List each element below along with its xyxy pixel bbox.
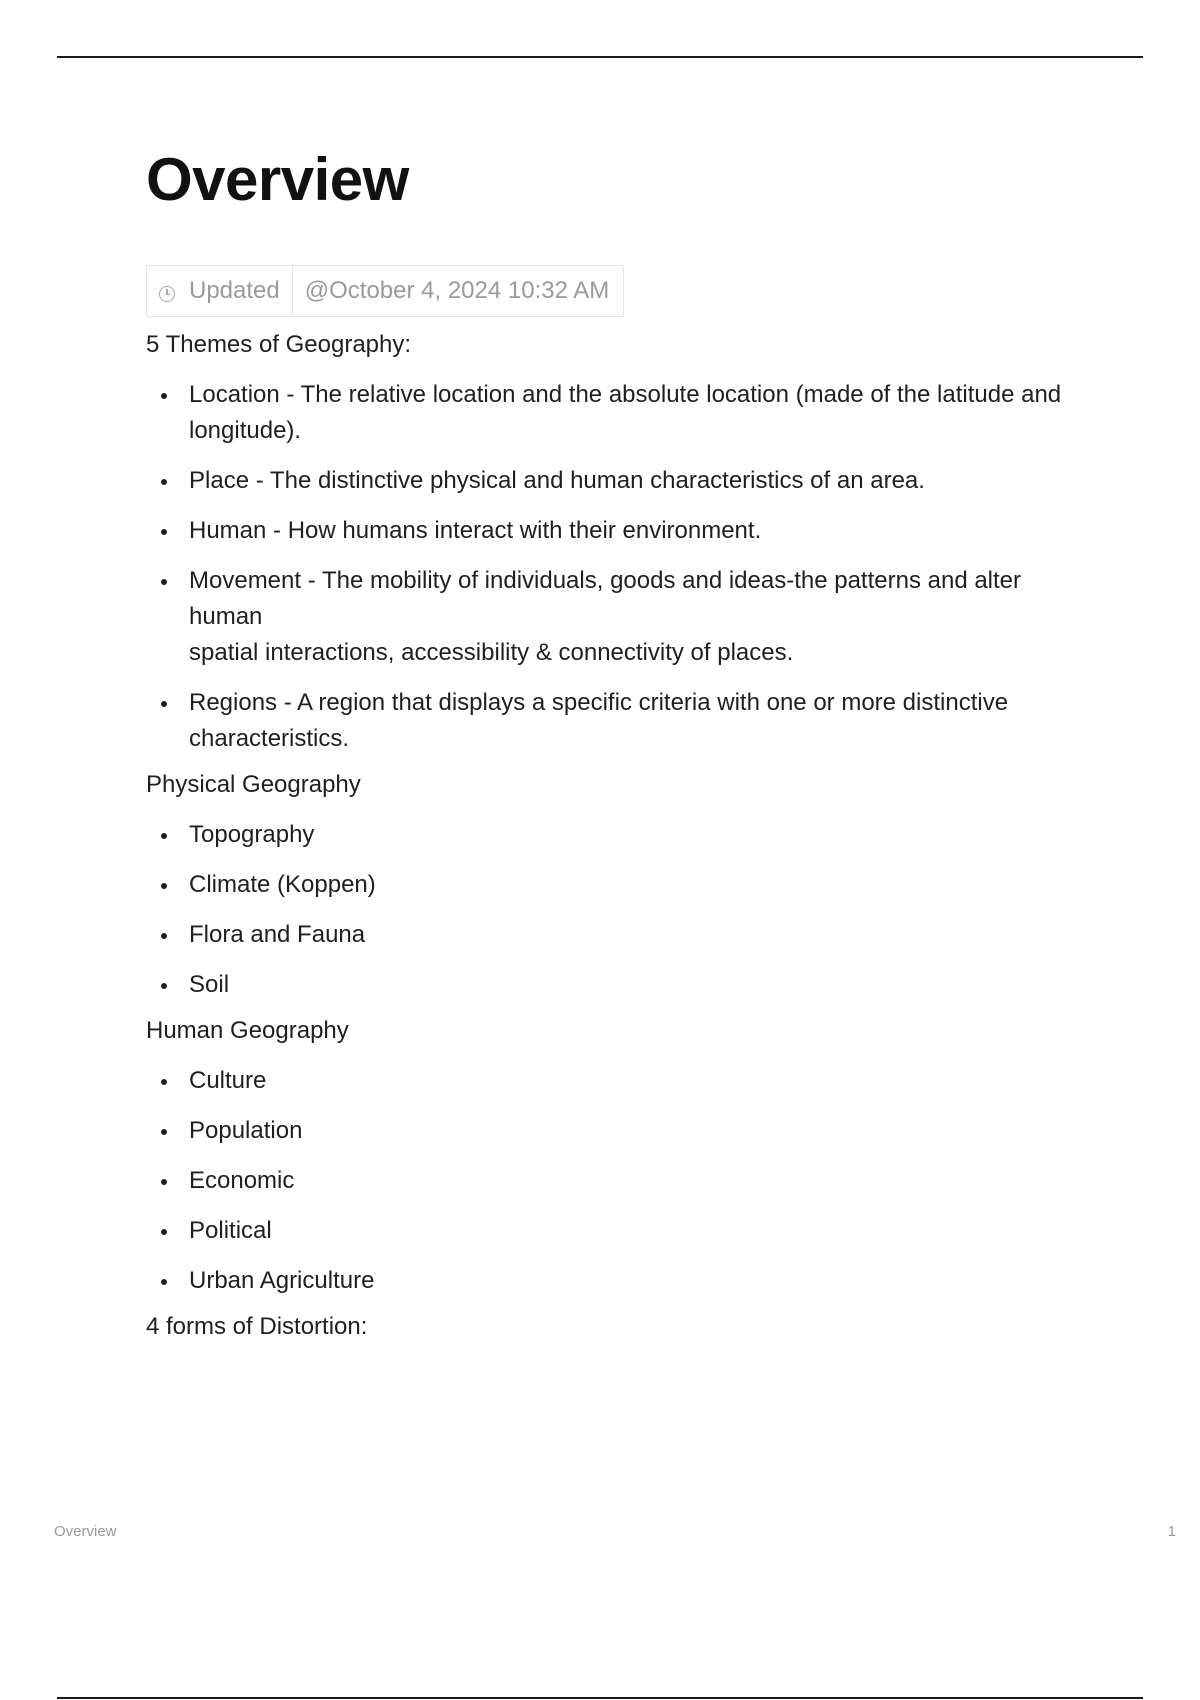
physical-geography-heading: Physical Geography [146,771,361,798]
list-item-line: Movement - The mobility of individuals, goods and ideas-the patterns and alter human [189,567,1022,630]
list-item: Population [146,1113,1086,1149]
property-value[interactable]: @October 4, 2024 10:32 AM [304,277,610,304]
clock-icon [159,286,175,302]
property-row [146,265,624,317]
bottom-rule [57,1697,1143,1699]
footer-title: Overview [54,1523,117,1540]
property-key-label: Updated [189,277,280,304]
list-item: Economic [146,1163,1086,1199]
list-item-line: spatial interactions, accessibility & connectivity of places. [189,639,794,666]
list-item: Culture [146,1063,1086,1099]
list-item-line: longitude). [189,417,302,444]
property-key [147,266,293,316]
human-geography-list [146,1063,1086,1299]
themes-heading: 5 Themes of Geography: [146,331,412,358]
list-item: Climate (Koppen) [146,867,1086,903]
page-title: Overview [146,146,409,213]
physical-geography-list [146,817,1086,1003]
list-item [146,685,1086,757]
list-item-line: Location - The relative location and the absolute location (made of the latitude and [189,381,1062,408]
footer-page-number: 1 [1167,1523,1176,1540]
list-item [146,463,1086,499]
human-geography-heading: Human Geography [146,1017,349,1044]
top-rule [57,56,1143,58]
list-item [146,563,1086,671]
list-item [146,377,1086,449]
themes-list [146,377,1086,757]
list-item-line: Human - How humans interact with their environment. [189,517,762,544]
document-body [146,140,1086,1345]
list-item: Soil [146,967,1086,1003]
distortion-heading: 4 forms of Distortion: [146,1313,368,1340]
list-item: Topography [146,817,1086,853]
list-item [146,513,1086,549]
list-item: Flora and Fauna [146,917,1086,953]
list-item-line: Regions - A region that displays a specific criteria with one or more distinctive characteristics. [189,689,1009,752]
list-item-line: Place - The distinctive physical and human characteristics of an area. [189,467,925,494]
list-item: Political [146,1213,1086,1249]
list-item: Urban Agriculture [146,1263,1086,1299]
